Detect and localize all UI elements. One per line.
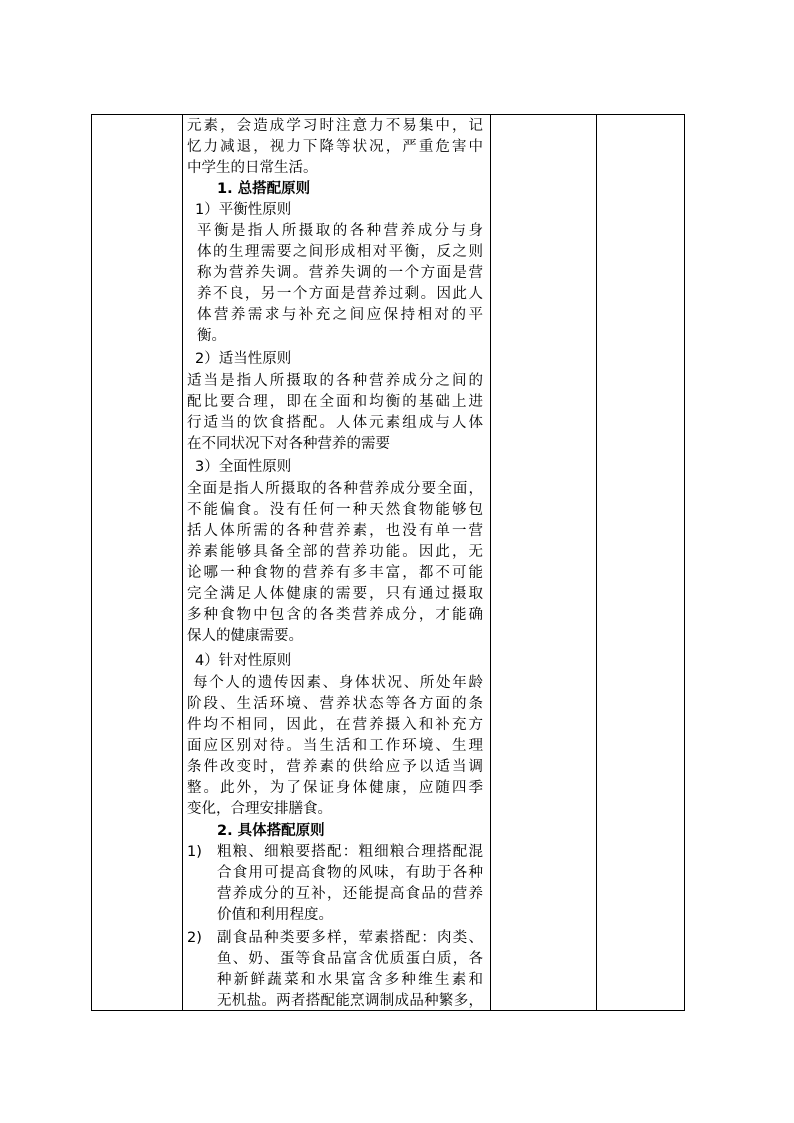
text-line: 完全满足人体健康的需要，只有通过摄取 bbox=[187, 586, 483, 602]
list-item-text: 种新鲜蔬菜和水果富含多种维生素和 bbox=[217, 972, 483, 988]
text-line: 称为营养失调。营养失调的一个方面是营 bbox=[197, 265, 483, 281]
text-line: 论哪一种食物的营养有多丰富，都不可能 bbox=[187, 565, 483, 581]
text-line: 中学生的日常生活。 bbox=[187, 160, 318, 176]
text-line: 体的生理需要之间形成相对平衡，反之则 bbox=[197, 244, 483, 260]
list-item-text: 无机盐。两者搭配能烹调制成品种繁多， bbox=[217, 993, 483, 1009]
text-line: 阶段、生活环境、营养状态等各方面的条 bbox=[187, 696, 483, 712]
text-line: 面应区别对待。当生活和工作环境、生理 bbox=[187, 738, 483, 754]
subsection-heading: 2）适当性原则 bbox=[195, 351, 292, 367]
column-divider bbox=[182, 115, 183, 1010]
subsection-heading: 3）全面性原则 bbox=[195, 459, 292, 475]
text-line: 体营养需求与补充之间应保持相对的平 bbox=[197, 307, 483, 323]
text-line: 养素能够具备全部的营养功能。因此，无 bbox=[187, 544, 483, 560]
list-marker: 1) bbox=[187, 844, 202, 860]
text-line: 行适当的饮食搭配。人体元素组成与人体 bbox=[187, 415, 483, 431]
list-item-text: 鱼、奶、蛋等食品富含优质蛋白质，各 bbox=[217, 951, 483, 967]
text-line: 衡。 bbox=[197, 328, 226, 344]
list-item-text: 营养成分的互补，还能提高食品的营养 bbox=[217, 886, 483, 902]
text-line: 在不同状况下对各种营养的需要 bbox=[187, 436, 390, 452]
section-heading: 2. 具体搭配原则 bbox=[217, 823, 325, 839]
text-line: 变化，合理安排膳食。 bbox=[187, 801, 332, 817]
text-line: 不能偏食。没有任何一种天然食物能够包 bbox=[187, 502, 483, 518]
text-line: 适当是指人所摄取的各种营养成分之间的 bbox=[187, 373, 483, 389]
text-line: 平衡是指人所摄取的各种营养成分与身 bbox=[197, 223, 483, 239]
list-item-text: 副食品种类要多样，荤素搭配：肉类、 bbox=[217, 930, 483, 946]
text-line: 多种食物中包含的各类营养成分，才能确 bbox=[187, 607, 483, 623]
text-line: 件均不相同，因此，在营养摄入和补充方 bbox=[187, 717, 483, 733]
text-line: 配比要合理，即在全面和均衡的基础上进 bbox=[187, 394, 483, 410]
section-heading: 1. 总搭配原则 bbox=[217, 181, 311, 197]
text-line: 括人体所需的各种营养素，也没有单一营 bbox=[187, 523, 483, 539]
text-line: 整。此外，为了保证身体健康，应随四季 bbox=[187, 780, 483, 796]
text-line: 条件改变时，营养素的供给应予以适当调 bbox=[187, 759, 483, 775]
text-line: 忆力减退，视力下降等状况，严重危害中 bbox=[187, 139, 483, 155]
text-line: 全面是指人所摄取的各种营养成分要全面， bbox=[187, 481, 483, 497]
text-line: 元素，会造成学习时注意力不易集中，记 bbox=[187, 118, 483, 134]
list-item-text: 合食用可提高食物的风味，有助于各种 bbox=[217, 865, 483, 881]
text-line: 保人的健康需要。 bbox=[187, 628, 303, 644]
list-item-text: 价值和利用程度。 bbox=[217, 907, 333, 923]
subsection-heading: 1）平衡性原则 bbox=[195, 202, 292, 218]
text-line: 每个人的遗传因素、身体状况、所处年龄 bbox=[193, 675, 483, 691]
list-item-text: 粗粮、细粮要搭配：粗细粮合理搭配混 bbox=[217, 844, 483, 860]
text-line: 养不良，另一个方面是营养过剩。因此人 bbox=[197, 286, 483, 302]
column-divider bbox=[596, 115, 597, 1010]
subsection-heading: 4）针对性原则 bbox=[195, 653, 292, 669]
lesson-plan-table bbox=[91, 114, 685, 1011]
column-divider bbox=[490, 115, 491, 1010]
list-marker: 2) bbox=[187, 930, 202, 946]
